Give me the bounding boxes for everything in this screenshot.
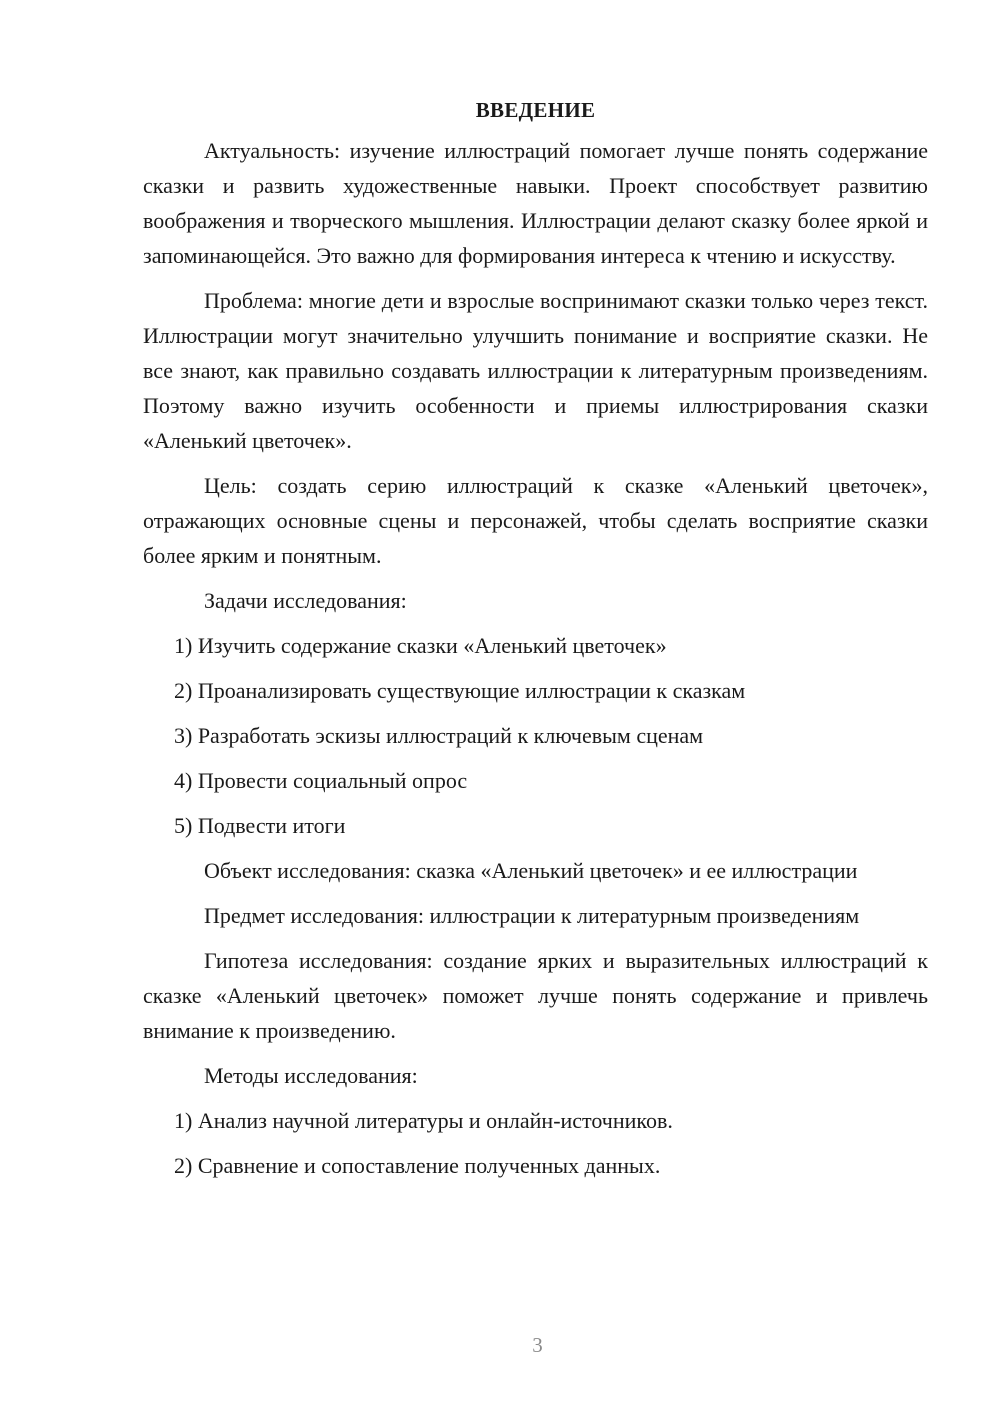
object-paragraph: Объект исследования: сказка «Аленький цветочек» и ее иллюстрации: [204, 858, 858, 883]
list-item: 4) Провести социальный опрос: [174, 768, 468, 793]
tasks-list: [143, 628, 928, 843]
list-item: 5) Подвести итоги: [174, 813, 346, 838]
list-item: 1) Изучить содержание сказки «Аленький цветочек»: [174, 633, 667, 658]
page-title: ВВЕДЕНИЕ: [475, 98, 596, 122]
list-item: 2) Сравнение и сопоставление полученных данных.: [174, 1153, 661, 1178]
document-body: [143, 92, 928, 1193]
page-number: 3: [532, 1333, 543, 1357]
problem-paragraph: Проблема: многие дети и взрослые воспринимают сказки только через текст. Иллюстрации могут значительно улучшить понимание и восприятие сказки. Не все знают, как правильно создавать иллюстрации к литературным произведениям. Поэтому важно изучить особенности и приемы иллюстрирования сказки «Аленький цветочек».: [143, 288, 928, 453]
list-item: 2) Проанализировать существующие иллюстрации к сказкам: [174, 678, 746, 703]
relevance-paragraph: Актуальность: изучение иллюстраций помогает лучше понять содержание сказки и развить художественные навыки. Проект способствует развитию воображения и творческого мышления. Иллюстрации делают сказку более яркой и запоминающейся. Это важно для формирования интереса к чтению и искусству.: [143, 138, 928, 268]
methods-list: [143, 1103, 928, 1183]
list-item: 3) Разработать эскизы иллюстраций к ключевым сценам: [174, 723, 704, 748]
subject-paragraph: Предмет исследования: иллюстрации к литературным произведениям: [204, 903, 860, 928]
methods-heading: Методы исследования:: [204, 1063, 418, 1088]
goal-paragraph: Цель: создать серию иллюстраций к сказке «Аленький цветочек», отражающих основные сцены и персонажей, чтобы сделать восприятие сказки более ярким и понятным.: [143, 473, 928, 568]
list-item: 1) Анализ научной литературы и онлайн-источников.: [174, 1108, 673, 1133]
hypothesis-paragraph: Гипотеза исследования: создание ярких и выразительных иллюстраций к сказке «Аленький цветочек» поможет лучше понять содержание и привлечь внимание к произведению.: [143, 948, 928, 1043]
tasks-heading: Задачи исследования:: [204, 588, 407, 613]
